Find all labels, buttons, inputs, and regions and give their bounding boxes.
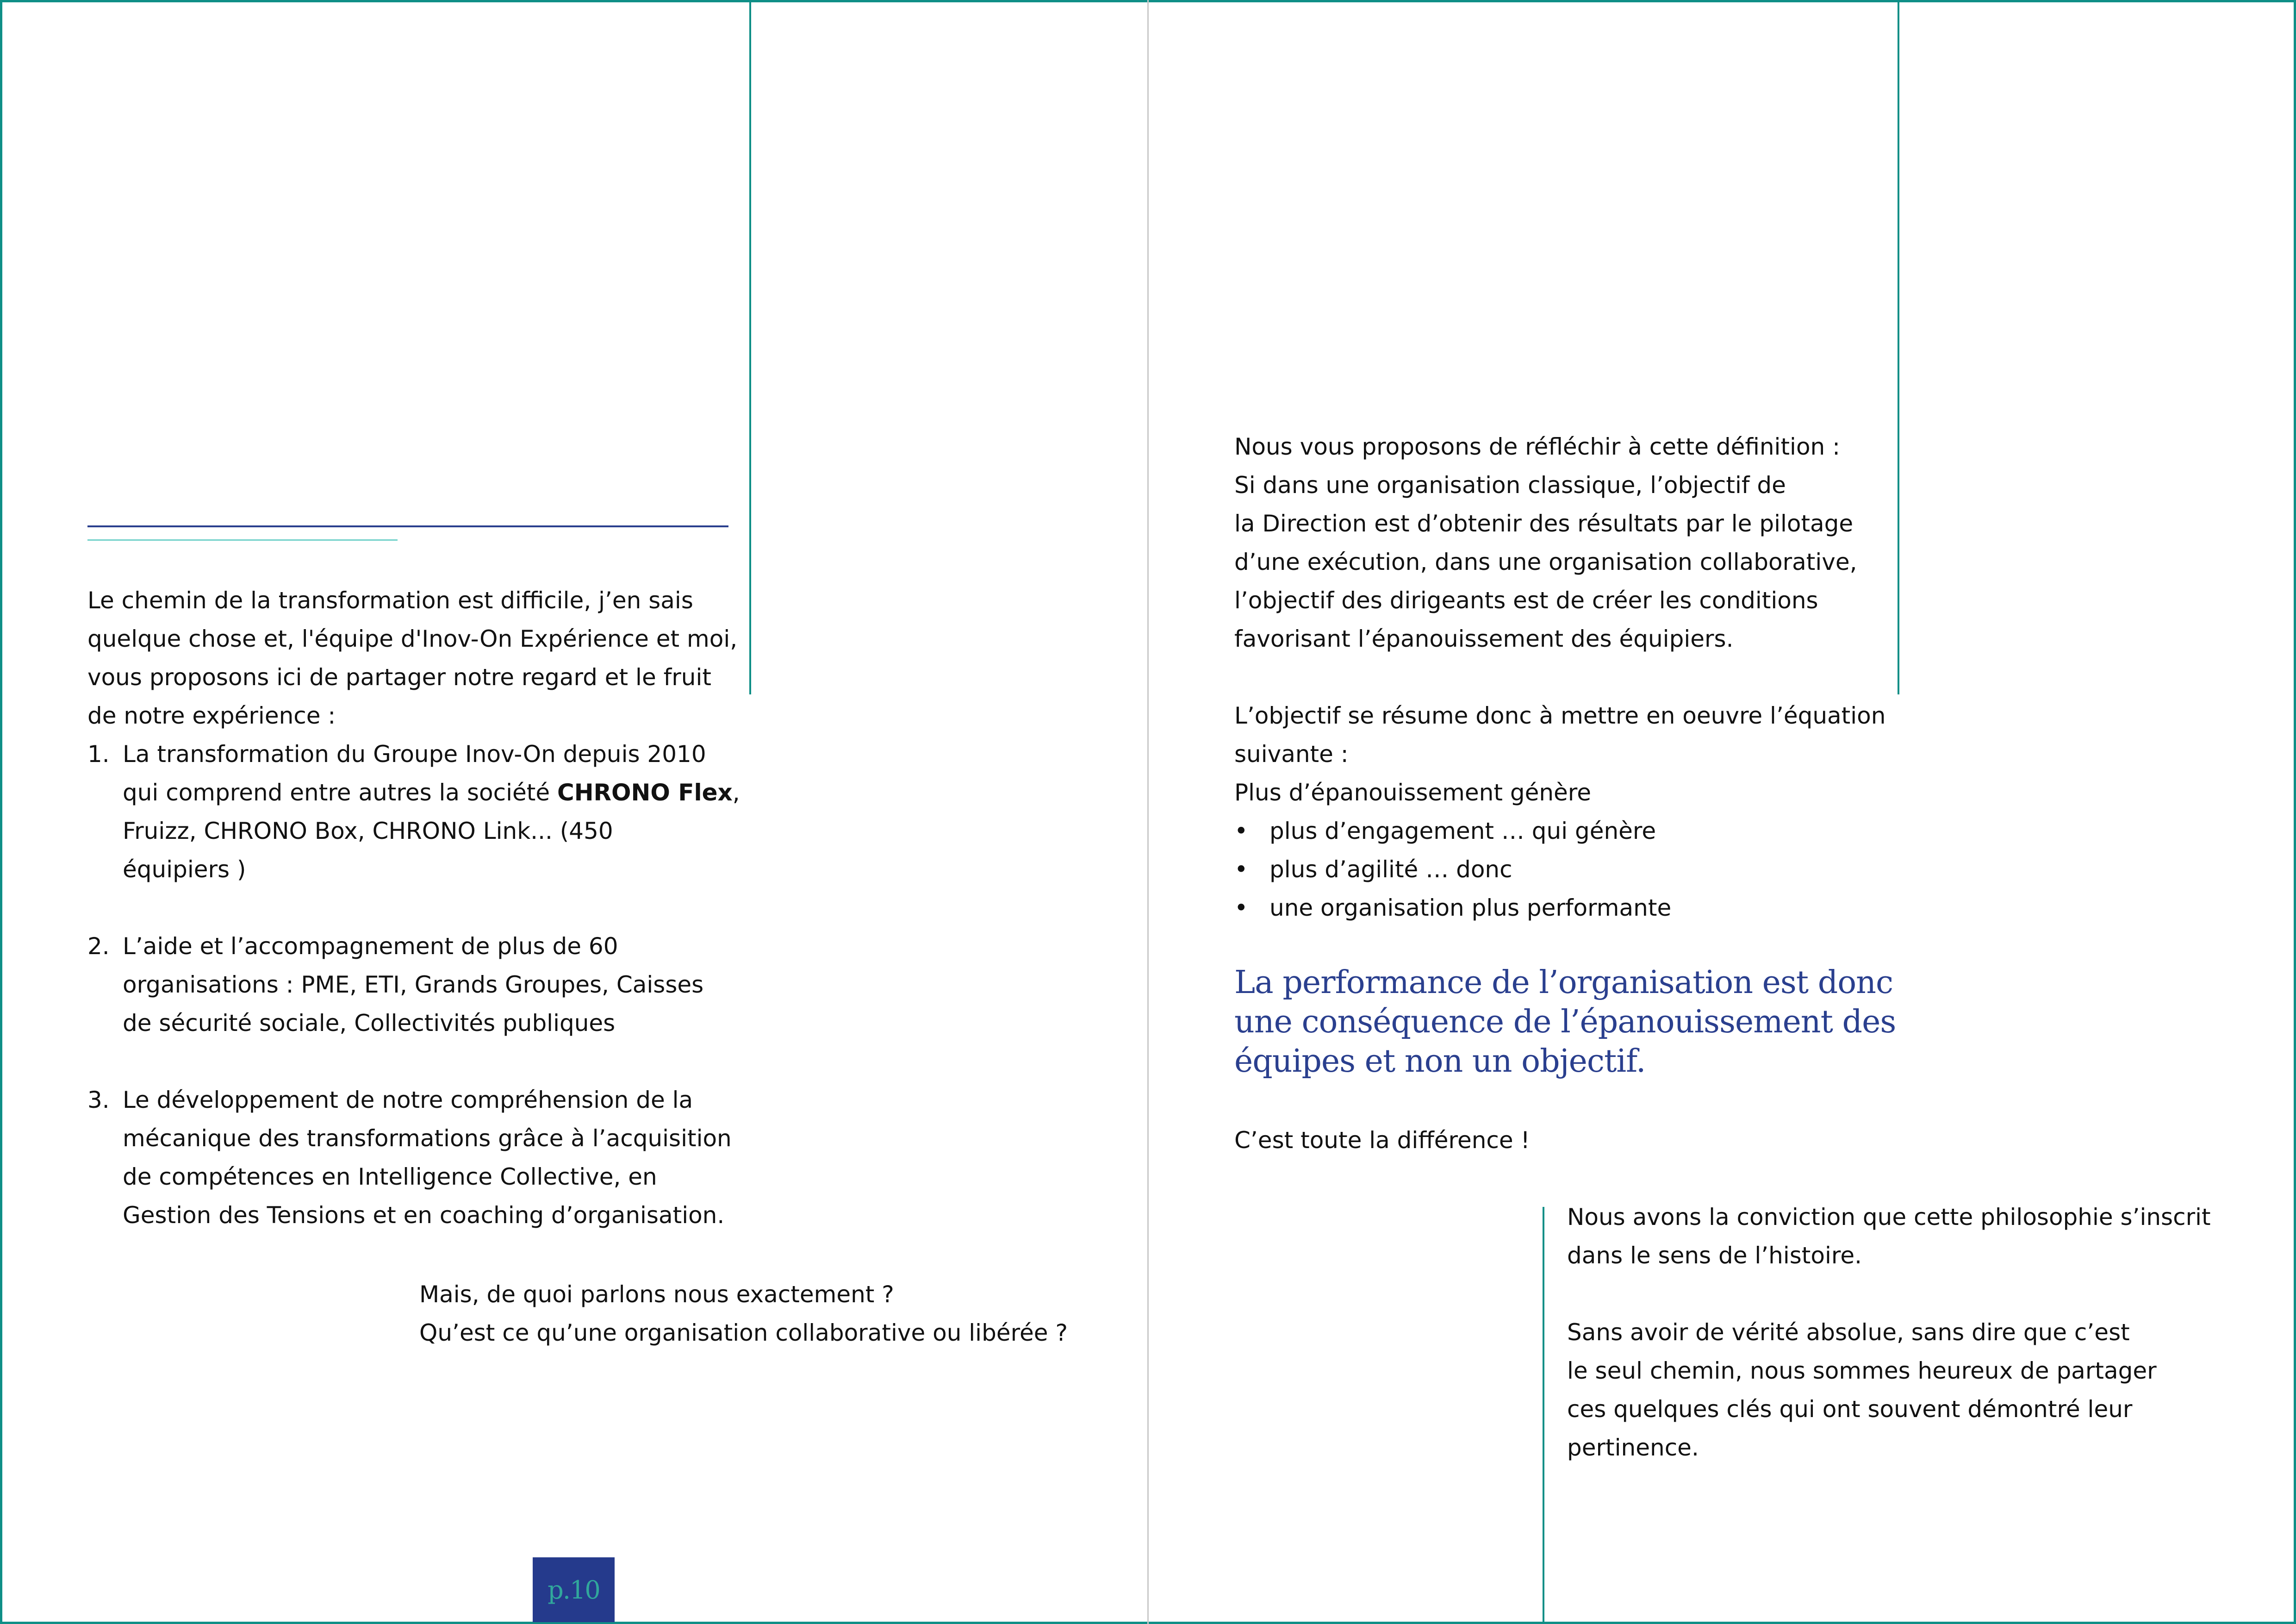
list-item: [87, 927, 740, 1043]
paragraph-spacer: [1234, 658, 1885, 697]
right-column-rule: [1898, 0, 1899, 694]
quote-line: équipes et non un objectif.: [1234, 1043, 1646, 1080]
question-block: [419, 1275, 1068, 1352]
list-line: Le développement de notre compréhension de la: [123, 1087, 693, 1113]
quote-line: La performance de l’organisation est donc: [1234, 964, 1893, 1001]
bullet-text: une organisation plus performante: [1269, 894, 1672, 921]
equation-bullets: [1234, 812, 1885, 927]
paragraph-spacer: [1567, 1275, 2211, 1313]
bullet-icon: •: [1234, 894, 1248, 921]
title-rule-light: [87, 539, 398, 541]
bullet-icon: •: [1234, 818, 1248, 844]
right-note-rule: [1543, 1207, 1544, 1624]
closing-line: pertinence.: [1567, 1434, 1699, 1461]
conviction-block: [1567, 1198, 2211, 1467]
list-line: [123, 774, 740, 812]
equation-line: suivante :: [1234, 741, 1349, 768]
company-name: CHRONO Flex: [557, 779, 733, 806]
definition-line: la Direction est d’obtenir des résultats par le pilotage: [1234, 510, 1854, 537]
left-intro: [87, 581, 740, 1235]
intro-line: Le chemin de la transformation est difficile, j’en sais: [87, 587, 693, 614]
closing-line: le seul chemin, nous sommes heureux de partager: [1567, 1357, 2157, 1384]
list-line: La transformation du Groupe Inov-On depuis 2010: [123, 741, 706, 768]
list-line: L’aide et l’accompagnement de plus de 60: [123, 933, 618, 960]
bullet-icon: •: [1234, 856, 1248, 883]
list-spacer: [87, 1043, 740, 1081]
list-number: 3.: [87, 1087, 110, 1113]
intro-line: vous proposons ici de partager notre regard et le fruit: [87, 664, 711, 691]
closing-line: ces quelques clés qui ont souvent démontré leur: [1567, 1396, 2133, 1423]
intro-line: quelque chose et, l'équipe d'Inov-On Expérience et moi,: [87, 625, 738, 652]
list-number: 1.: [87, 741, 110, 768]
conviction-line: dans le sens de l’histoire.: [1567, 1242, 1862, 1269]
list-item: [87, 1081, 740, 1235]
pull-quote: [1234, 963, 1896, 1081]
definition-line: Si dans une organisation classique, l’objectif de: [1234, 472, 1786, 499]
bullet-text: plus d’engagement … qui génère: [1269, 818, 1656, 844]
list-line: de sécurité sociale, Collectivités publiques: [123, 1010, 616, 1037]
list-item: [87, 735, 740, 889]
definition-line: d’une exécution, dans une organisation collaborative,: [1234, 549, 1857, 575]
list-text: qui comprend entre autres la société: [123, 779, 558, 806]
intro-line: de notre expérience :: [87, 702, 336, 729]
left-column-rule: [749, 0, 751, 694]
definition-block: [1234, 428, 1885, 927]
quote-line: une conséquence de l’épanouissement des: [1234, 1004, 1896, 1040]
closing-line: Sans avoir de vérité absolue, sans dire que c’est: [1567, 1319, 2130, 1346]
list-line: Gestion des Tensions et en coaching d’organisation.: [123, 1202, 725, 1229]
list-line: Fruizz, CHRONO Box, CHRONO Link... (450: [123, 818, 613, 844]
list-text: ,: [732, 779, 740, 806]
list-line: de compétences en Intelligence Collective, en: [123, 1163, 657, 1190]
center-gutter: [1147, 0, 1149, 1624]
question-line: Mais, de quoi parlons nous exactement ?: [419, 1281, 894, 1308]
list-spacer: [87, 889, 740, 927]
list-line: équipiers ): [123, 856, 246, 883]
difference-line: C’est toute la différence !: [1234, 1127, 1530, 1154]
bullet-item: [1234, 850, 1885, 889]
title-rule-dark: [87, 525, 728, 527]
list-number: 2.: [87, 933, 110, 960]
bullet-item: [1234, 889, 1885, 927]
definition-line: l’objectif des dirigeants est de créer les conditions: [1234, 587, 1818, 614]
conviction-line: Nous avons la conviction que cette philosophie s’inscrit: [1567, 1204, 2211, 1230]
bullet-text: plus d’agilité … donc: [1269, 856, 1512, 883]
list-line: mécanique des transformations grâce à l’acquisition: [123, 1125, 732, 1152]
equation-line: Plus d’épanouissement génère: [1234, 779, 1591, 806]
experience-list: [87, 735, 740, 1235]
list-line: organisations : PME, ETI, Grands Groupes, Caisses: [123, 971, 704, 998]
equation-line: L’objectif se résume donc à mettre en oeuvre l’équation: [1234, 702, 1886, 729]
bullet-item: [1234, 812, 1885, 850]
definition-line: favorisant l’épanouissement des équipiers.: [1234, 625, 1734, 652]
question-line: Qu’est ce qu’une organisation collaborative ou libérée ?: [419, 1319, 1068, 1346]
definition-line: Nous vous proposons de réfléchir à cette définition :: [1234, 433, 1840, 460]
page-number: p.10: [533, 1557, 615, 1622]
